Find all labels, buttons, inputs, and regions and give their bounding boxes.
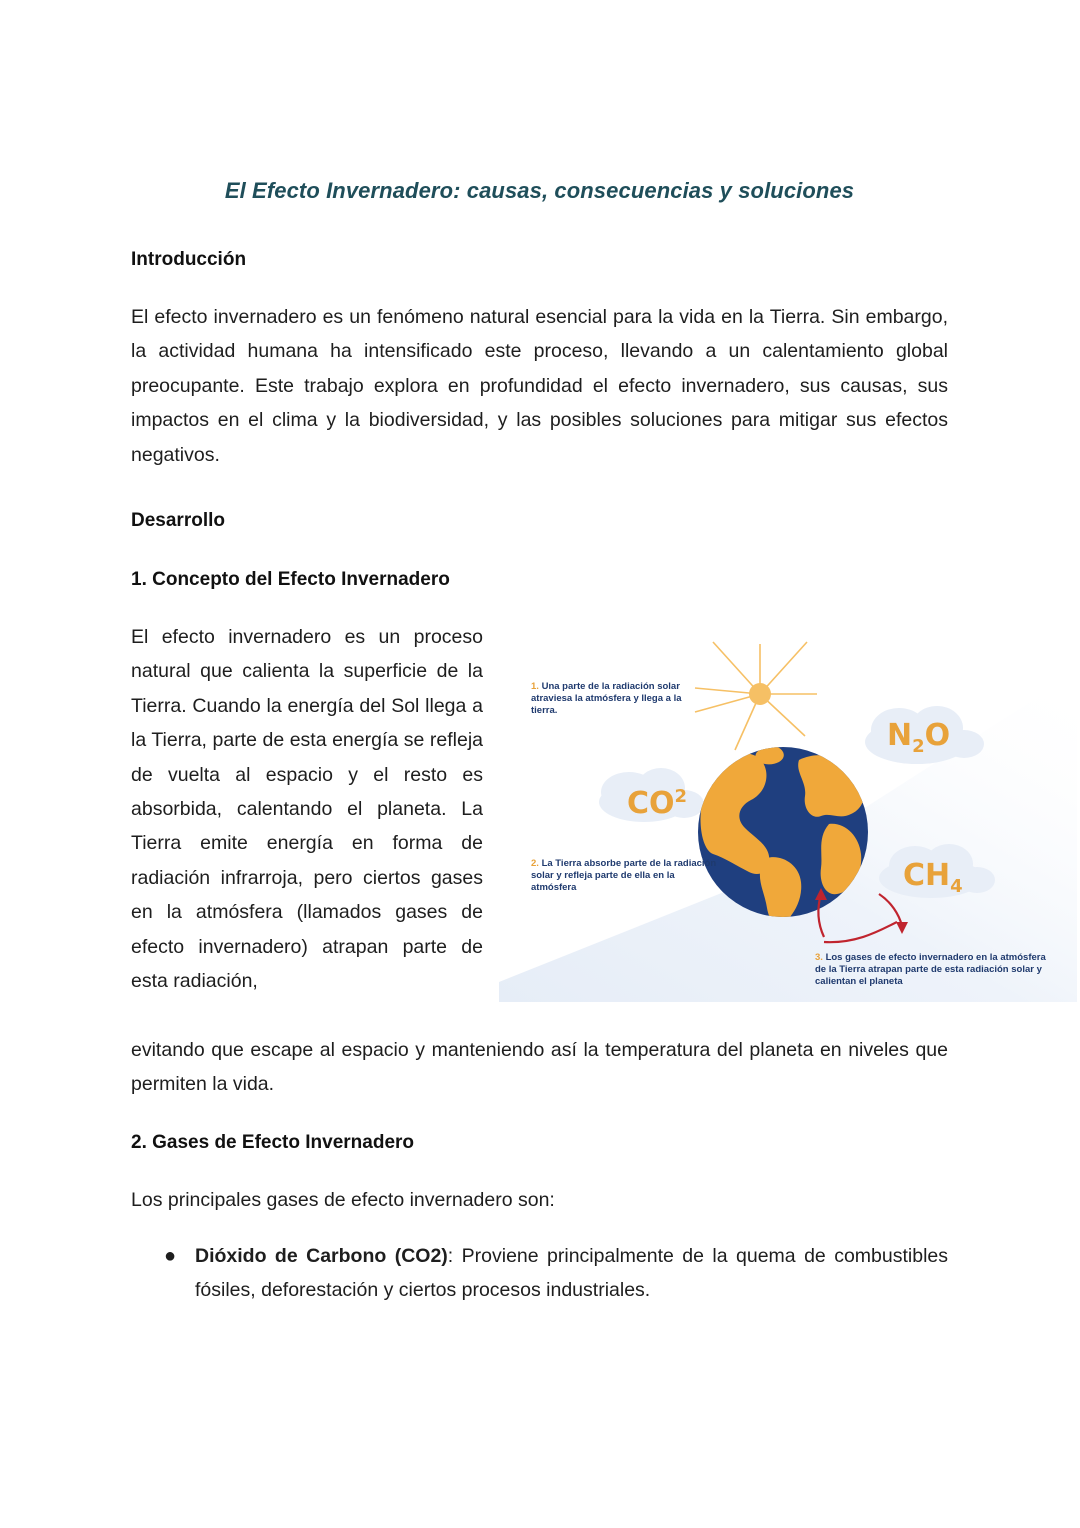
bullet-bold: Dióxido de Carbono (CO2) xyxy=(195,1245,448,1267)
caption-1: 1. Una parte de la radiación solar atraviesa la atmósfera y llega a la tierra. xyxy=(531,681,682,716)
caption-3: 3. Los gases de efecto invernadero en la atmósfera de la Tierra atrapan parte de esta radiación solar y calientan el planeta xyxy=(815,952,1046,987)
bullet-rest: : Proviene principalmente de la quema de combustibles fósiles, deforestación y ciertos procesos industriales. xyxy=(195,1245,948,1302)
gas-label-n2o: $N_2O$ xyxy=(887,718,951,757)
intro-paragraph: El efecto invernadero es un fenómeno natural esencial para la vida en la Tierra. Sin embargo, la actividad humana ha intensificado este proceso, llevando a un calentamiento global preocupante. Este trabajo explora en profundidad el efecto invernadero, sus causas, sus impactos en el clima y la biodiversidad, y las posibles soluciones para mitigar sus efectos negativos. xyxy=(131,306,948,466)
section1-paragraph-continued: evitando que escape al espacio y manteniendo así la temperatura del planeta en niveles que permiten la vida. xyxy=(131,1039,948,1096)
document-title: El Efecto Invernadero: causas, consecuencias y soluciones xyxy=(224,178,855,203)
section1-heading: 1. Concepto del Efecto Invernadero xyxy=(131,569,450,590)
development-heading: Desarrollo xyxy=(131,510,225,531)
intro-heading: Introducción xyxy=(131,249,247,270)
bullet-text xyxy=(195,1239,948,1308)
gas-label-co2: $CO^2$ xyxy=(627,786,688,821)
bullet-dot-icon: ● xyxy=(164,1245,177,1267)
caption-2: 2. La Tierra absorbe parte de la radiación solar y refleja parte de ella en la atmósfera xyxy=(531,858,717,893)
section2-heading: 2. Gases de Efecto Invernadero xyxy=(131,1132,415,1153)
sun-icon xyxy=(749,683,771,705)
section2-intro: Los principales gases de efecto invernadero son: xyxy=(131,1189,555,1211)
section1-paragraph-wrapped: El efecto invernadero es un proceso natural que calienta la superficie de la Tierra. Cuando la energía del Sol llega a la Tierra, parte de esta energía se refleja de vuelta al espacio y el resto es absorbida, calentando el planeta. La Tierra emite energía en forma de radiación infrarroja, pero ciertos gases en la atmósfera (llamados gases de efecto invernadero) atrapan parte de esta radiación, xyxy=(131,626,483,993)
gas-label-ch4: $CH_4$ xyxy=(903,858,963,897)
greenhouse-diagram xyxy=(499,632,1077,1002)
